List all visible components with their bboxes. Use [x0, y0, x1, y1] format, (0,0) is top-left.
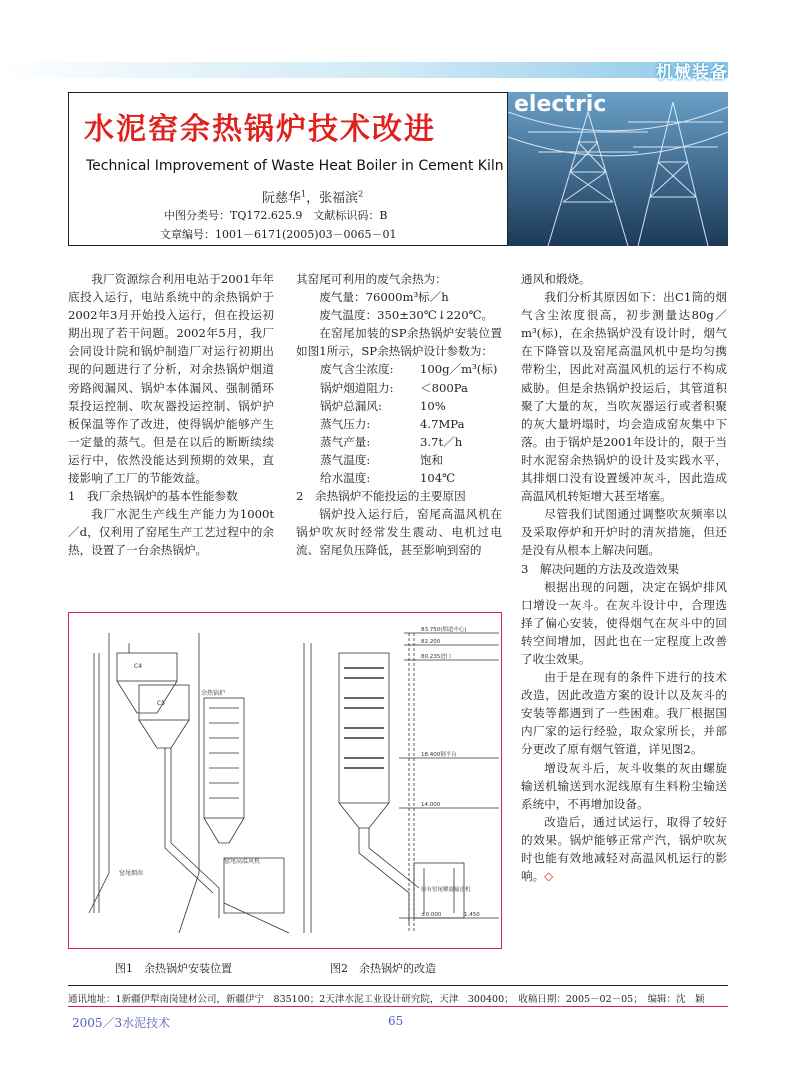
figure-2-caption: 图2 余热锅炉的改造	[330, 962, 436, 975]
paragraph: 我厂水泥生产线生产能力为1000t／d，仅利用了窑尾生产工艺过程中的余热，设置了一台余热锅炉。	[68, 507, 274, 558]
journal-name: 2005／3水泥技术	[72, 1016, 171, 1030]
footer-rule	[68, 985, 728, 986]
footer-rule-colored	[68, 1006, 728, 1007]
fig2-label-platform: 18.400钢平台	[421, 752, 457, 758]
paragraph: 废气量：76000m³标／h	[319, 290, 449, 305]
section-heading-2: 2 余热锅炉不能投运的主要原因	[296, 489, 466, 504]
param-key: 给水温度:	[320, 471, 371, 486]
param-key: 废气含尘浓度:	[320, 362, 394, 377]
section-label: 机械装备	[656, 63, 728, 83]
paragraph-text: 改造后，通过试运行，取得了较好的效果。锅炉能够正常产汽，锅炉吹灰时也能有效地减轻对高温风机运行的影响。	[521, 814, 727, 884]
author-2: ，张福滨	[306, 191, 359, 206]
footer-note: 通讯地址：1新疆伊犁南岗建材公司，新疆伊宁 835100；2天津水泥工业设计研究院，天津 300400； 收稿日期：2005－02－05； 编辑：沈 颖	[68, 994, 705, 1005]
paragraph: 通风和煅烧。	[521, 272, 591, 286]
fig1-label-kiln: 窑尾烟囱	[119, 870, 144, 877]
param-value: 4.7MPa	[420, 416, 465, 431]
param-list	[296, 360, 502, 487]
param-key: 锅炉烟道阻力:	[320, 380, 394, 395]
paragraph: 在窑尾加装的SP余热锅炉安装位置如图1所示，SP余热锅炉设计参数为：	[296, 326, 502, 359]
paragraph: 废气温度：350±30℃↓220℃。	[319, 308, 494, 323]
author-1-affil: 1	[301, 189, 307, 199]
param-row	[320, 397, 502, 415]
body-column-1	[68, 270, 274, 560]
param-key: 蒸气温度:	[320, 452, 371, 467]
paragraph: 锅炉投入运行后，窑尾高温风机在锅炉吹灰时经常发生震动、电机过电流、窑尾负压降低，甚至影响到窑的	[296, 507, 502, 558]
title-en: Technical Improvement of Waste Heat Boiler in Cement Kiln	[86, 158, 504, 174]
param-key: 蒸气产量:	[320, 434, 371, 449]
param-key: 锅炉总漏风:	[320, 398, 382, 413]
fig1-label-boiler: 余热锅炉	[201, 690, 226, 697]
title-cn: 水泥窑余热锅炉技术改进	[84, 112, 436, 147]
param-value: ＜800Pa	[420, 380, 468, 395]
fig2-label-conveyor: 原有窑尾螺旋输送机	[421, 887, 471, 893]
fig2-label-top2: 82.200	[421, 639, 441, 645]
paragraph	[521, 813, 727, 885]
body-column-3	[521, 270, 727, 885]
fig2-label-zero: ±0.000	[421, 912, 442, 918]
figure-frame	[68, 612, 502, 949]
param-row	[320, 379, 502, 397]
fig2-label-top: 83.750(烟道中心)	[421, 627, 467, 633]
body-column-2	[296, 270, 502, 560]
param-row	[320, 415, 502, 433]
fig2-label-level: 14.000	[421, 802, 441, 808]
section-heading-1: 1 我厂余热锅炉的基本性能参数	[68, 489, 238, 504]
param-row	[320, 469, 502, 487]
section-heading-3: 3 解决问题的方法及改造效果	[521, 561, 680, 576]
end-mark-icon: ◇	[544, 869, 554, 884]
param-value: 饱和	[420, 452, 444, 467]
param-row	[320, 433, 502, 451]
authors	[262, 187, 363, 206]
paragraph: 尽管我们试图通过调整吹灰频率以及采取停炉和开炉时的清灰措施，但还是没有从根本上解决问题。	[521, 507, 727, 558]
paragraph: 我们分析其原因如下：出C1筒的烟气含尘浓度很高，初步测量达80g／m³(标)，在余热锅炉没有设计时，烟气在下降管以及窑尾高温风机中是均匀携带粉尘，因此对高温风机的运行不构成威胁。但是余热锅炉投运后，其管道积聚了大量的灰，当吹灰器运行或者积聚的灰大量坍塌时，均会造成窑灰集中下落。由于锅炉是2001年设计的，限于当时水泥窑余热锅炉的设计及实践水平，其排烟口没有设置缓冲灰斗，因此造成高温风机转矩增大甚至堵塞。	[521, 290, 727, 504]
param-key: 蒸气压力:	[320, 416, 371, 431]
author-1: 阮慈华	[262, 191, 302, 206]
engineering-drawings	[69, 613, 501, 948]
figure-1-caption: 图1 余热锅炉安装位置	[115, 962, 232, 975]
paragraph: 其窑尾可利用的废气余热为：	[296, 272, 447, 286]
fig2-label-inlet: 80.235进口	[421, 654, 452, 660]
boiler-body	[204, 698, 244, 818]
fig1-label-c4: C4	[134, 663, 143, 670]
param-value: 3.7t／h	[420, 434, 463, 449]
classification-line: 中图分类号：TQ172.625.9 文献标识码：B	[164, 209, 388, 222]
param-row	[320, 360, 502, 378]
paragraph: 由于是在现有的条件下进行的技术改造，因此改造方案的设计以及灰斗的安装等都遇到了一些困难。我厂根据国内厂家的运行经验，取众家所长，并部分更改了原有烟气管道，详见图2。	[521, 670, 727, 757]
paragraph: 增设灰斗后，灰斗收集的灰由螺旋输送机输送到水泥线原有生料粉尘输送系统中，不再增加设备。	[521, 760, 727, 811]
param-value: 10%	[420, 398, 446, 413]
fig1-label-fan: 窑尾高温风机	[224, 858, 261, 865]
param-row	[320, 451, 502, 469]
fig1-label-c5: C5	[157, 700, 166, 707]
header-image-word: electric	[514, 92, 607, 117]
fig2-label-low: 1.450	[464, 912, 480, 918]
page-number: 65	[388, 1014, 404, 1028]
paragraph: 我厂资源综合利用电站于2001年年底投入运行，电站系统中的余热锅炉于2002年3月开始投入运行，但在投运初期出现了若干问题。2002年5月，我厂会同设计院和锅炉制造厂对运行初期出现的问题进行了分析，对余热锅炉烟道旁路阀漏风、锅炉本体漏风、强制循环泵投运控制、吹灰器投运控制、锅炉护板保温等作了改进，使得锅炉能够产生一定量的蒸气。但是在以后的断断续续运行中，依然没能达到预期的效果，直接影响了工厂的节能效益。	[68, 272, 274, 486]
c4-cyclone	[117, 653, 177, 681]
author-2-affil: 2	[358, 189, 364, 199]
article-number-line: 文章编号：1001－6171(2005)03－0065－01	[160, 228, 397, 241]
header-band	[0, 62, 728, 78]
paragraph: 根据出现的问题，决定在锅炉排风口增设一灰斗。在灰斗设计中，合理选择了偏心安装，使得烟气在灰斗中的回转空间增加，因此也在一定程度上改善了收尘效果。	[521, 579, 727, 666]
param-value: 104℃	[420, 471, 456, 486]
param-value: 100g／m³(标)	[420, 362, 498, 377]
